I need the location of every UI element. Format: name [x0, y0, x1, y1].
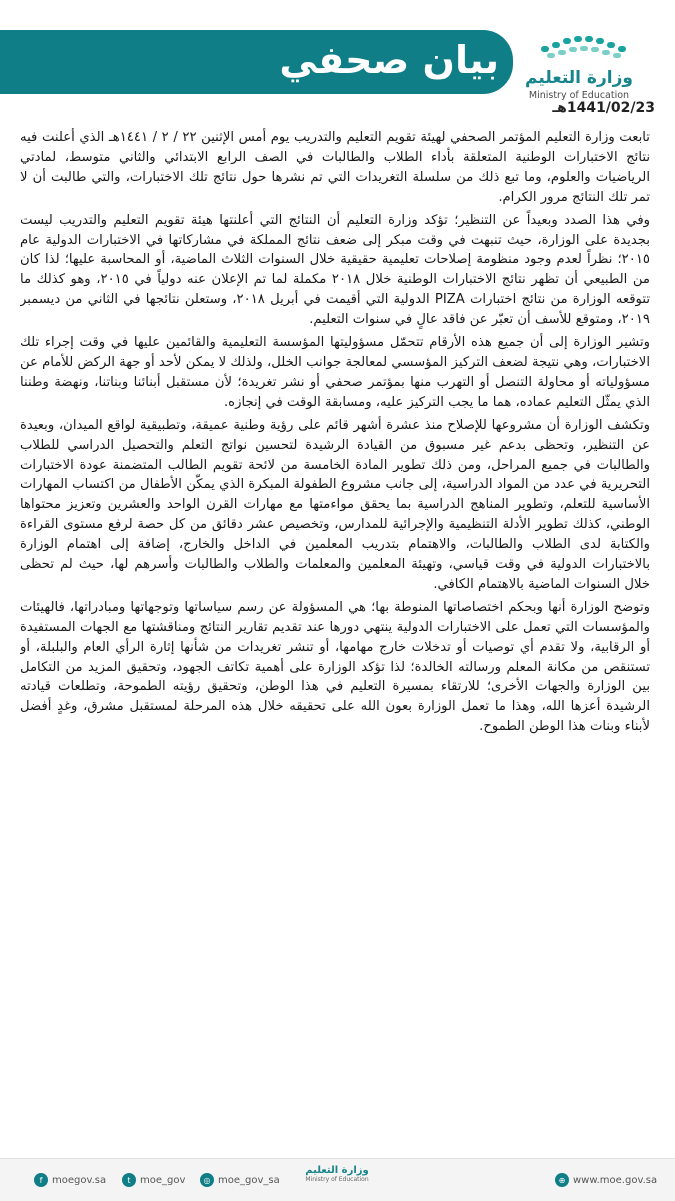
logo-dots-icon — [537, 32, 637, 60]
instagram-icon: ◎ — [200, 1173, 214, 1187]
facebook-icon: f — [34, 1173, 48, 1187]
logo-text-arabic: وزارة التعليم — [525, 68, 633, 88]
twitter-handle: moe_gov — [140, 1174, 186, 1186]
paragraph: وتوضح الوزارة أنها وبحكم اختصاصاتها المنوطة بها؛ هي المسؤولة عن رسم سياساتها وتوجهاتها ومبادراتها، فالهيئات والمؤسسات التي تعمل على الاختبارات الدولية ينتهي دورها عند تقديم تقارير النتائج ومناقشتها مع الجهات المستفيدة أو الرقابية، ولا تقدم أي توصيات أو تدخلات خارج مهامها، أو تنشر تغريدات من شأنها إثارة الرأي العام والبلبلة، أو تستنقص من مكانة المعلم ورسالته الخالدة؛ لذا تؤكد الوزارة على أهمية تكاتف الجهود، وتحقيق المزيد من التكامل بين الوزارة والجهات الأخرى؛ للارتقاء بمسيرة التعليم في هذا الوطن، وتحقيق رؤيته الطموحة، وتطلعات قيادته الرشيدة أعزها الله، وهذا ما تعمل الوزارة بعون الله على تحقيقه خلال هذه المرحلة لمستقبل مشرق، وغدٍ أفضل لأبناء وبنات هذا الوطن الطموح. — [20, 599, 650, 735]
footer-twitter[interactable] — [122, 1173, 185, 1187]
footer-instagram[interactable] — [200, 1173, 280, 1187]
globe-icon: ⊕ — [555, 1173, 569, 1187]
footer-logo — [302, 1165, 372, 1183]
instagram-handle: moe_gov_sa — [218, 1174, 280, 1186]
footer-logo-english: Ministry of Education — [305, 1176, 369, 1183]
facebook-handle: moegov.sa — [52, 1174, 107, 1186]
release-date: 1441/02/23هـ — [552, 100, 655, 116]
website-url: www.moe.gov.sa — [573, 1174, 658, 1186]
footer-website[interactable] — [555, 1173, 657, 1187]
page-title: بيان صحفي — [279, 38, 499, 82]
footer-logo-arabic: وزارة التعليم — [305, 1165, 369, 1176]
title-banner — [0, 30, 513, 94]
paragraph: وتكشف الوزارة أن مشروعها للإصلاح منذ عشرة أشهر قائم على رؤية وطنية عميقة، وتطبيقية لواقع الميدان، وبعيدة عن التنظير، وتحظى بدعم غير مسبوق من القيادة الرشيدة لتحسين نواتج التعلم والتحصيل الدراسي للطلاب والطالبات في جميع المراحل، ومن ذلك تطوير المادة الخامسة من لائحة تقويم الطالب المتضمنة عودة الاختبارات التحريرية في عدد من المواد الدراسية، إلى جانب مشروع الطفولة المبكرة الذي يمكّن الأطفال من اكتساب المهارات الأساسية للتعلم، وتطوير المناهج الدراسية بما يحقق مواءمتها مع مهارات القرن الواحد والعشرين وتعزيز محتواها الوطني، كذلك تطوير الأدلة التنظيمية والإجرائية للمدارس، وتخصيص عشر دقائق من كل حصة لرفع مستوى القراءة والكتابة لدى الطلاب والطالبات، والاهتمام بتدريب المعلمين في الداخل والخارج، إضافة إلى اهتمام الوزارة بالاختبارات الدولية في وقت قياسي، وتهيئة المعلمين والمعلمات والطلاب والطالبات وأسرهم لها، حيث لم تحظى خلال السنوات الماضية بالاهتمام الكافي. — [20, 417, 650, 592]
paragraph: وفي هذا الصدد وبعيداً عن التنظير؛ تؤكد وزارة التعليم أن النتائج التي أعلنتها هيئة تقويم التعليم والتدريب ليست بجديدة على الوزارة، حيث تنبهت في وقت مبكر إلى ضعف نتائج المملكة في مشاركاتها في الاختبارات الدولية عام ٢٠١٥؛ نظراً لعدم وجود منظومة إصلاحات تعليمية حقيقية خلال السنوات الثلاث الماضية، أو المحاسبة عليها؛ لذا كان من الطبيعي أن تظهر نتائج الاختبارات الوطنية خلال ٢٠١٨ مكملة لما تم الإعلان عنه دولياً في ٢٠١٥، وهو كذلك ما تتوقعه الوزارة من نتائج اختبارات PIZA الدولية التي أقيمت في أبريل ٢٠١٨، وستعلن نتائجها في الثاني من ديسمبر ٢٠١٩، ومتوقع للأسف أن تعبّر عن فاقد عالٍ في سنوات التعليم. — [20, 212, 650, 328]
paragraph: وتشير الوزارة إلى أن جميع هذه الأرقام تتحمّل مسؤوليتها المؤسسة التعليمية والقائمين عليها في وقت إجراء تلك الاختبارات، وهي نتيجة لضعف التركيز المؤسسي لمعالجة جوانب الخلل، ولذلك لا يمكن لأحد أو جهة الركض للأمام عن مسؤولياته أو محاولة التنصل أو التهرب منها بمؤتمر صحفي أو نشر تغريدة؛ لأن مستقبل أبنائنا وبناتنا، ونهضة وطننا الذي يمثّل التعليم عماده، هما ما يجب التركيز عليه، ومسابقة الوقت في إنجازه. — [20, 335, 650, 410]
footer-facebook[interactable] — [34, 1173, 106, 1187]
logo-text-english: Ministry of Education — [528, 90, 630, 101]
twitter-icon: t — [122, 1173, 136, 1187]
paragraph: تابعت وزارة التعليم المؤتمر الصحفي لهيئة تقويم التعليم والتدريب يوم أمس الإثنين ٢٢ / ٢ / ١٤٤١هـ الذي أعلنت فيه نتائج الاختبارات الوطنية المتعلقة بأداء الطلاب والطالبات في الصف الرابع الابتدائي والثاني متوسط، لمادتي الرياضيات والعلوم، وما تبع ذلك من سلسلة التغريدات التي تم نشرها حول نتائج تلك الاختبارات، والتي طالبت أن لا تمر تلك النتائج مرور الكرام. — [20, 130, 650, 205]
ministry-logo — [515, 28, 665, 108]
press-release-body — [20, 128, 650, 1138]
footer — [0, 1158, 675, 1201]
